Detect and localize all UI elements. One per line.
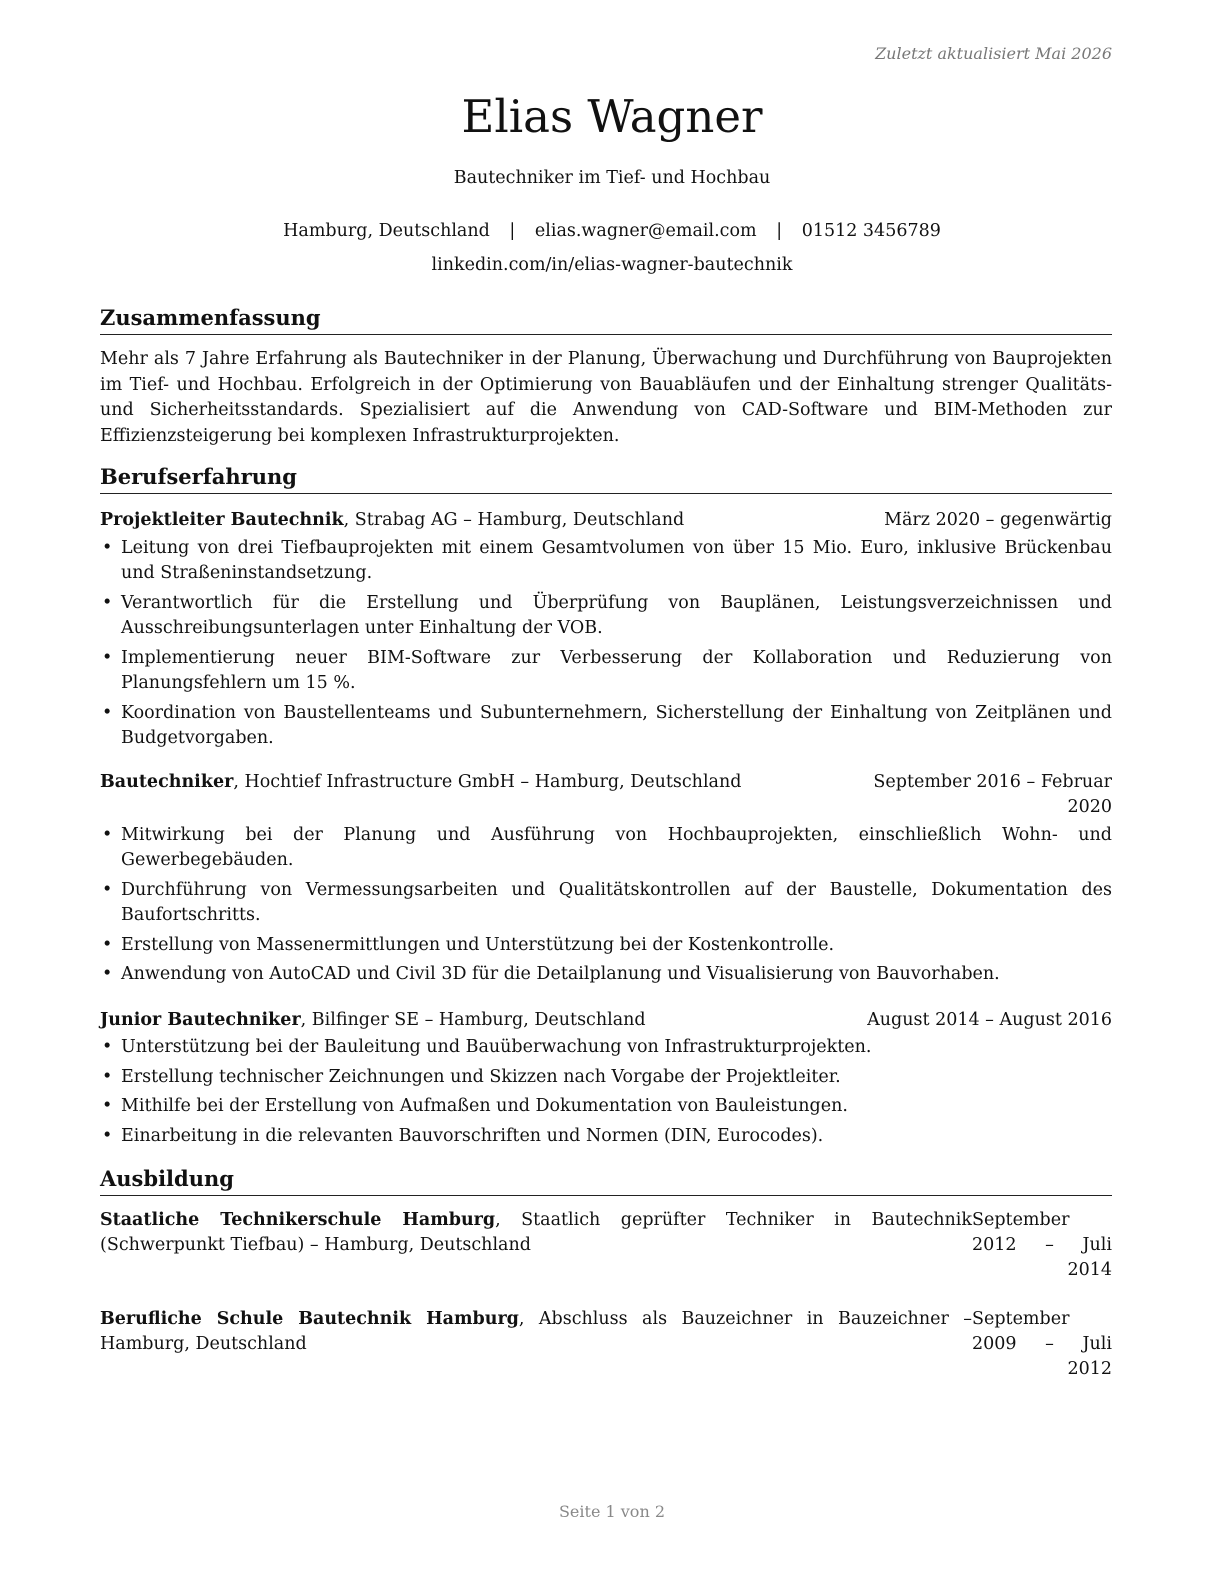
contact-location: Hamburg, Deutschland — [283, 221, 490, 241]
bullet-icon: • — [102, 964, 113, 984]
bullet-icon: • — [102, 647, 113, 668]
job-header — [100, 508, 1112, 534]
job-org: , Hochtief Infrastructure GmbH – Hamburg, Deutschland — [233, 771, 742, 792]
list-item: • Leitung von drei Tiefbauprojekten mit einem Gesamtvolumen von über 15 Mio. Euro, inklusive Brückenbau und Straßeninstandsetzung. — [102, 537, 1112, 583]
bullet-icon: • — [102, 592, 113, 613]
bullet-icon: • — [102, 702, 113, 723]
bullet-icon: • — [102, 537, 113, 558]
job-header — [100, 770, 1112, 821]
list-item: • Durchführung von Vermessungsarbeiten und Qualitätskontrollen auf der Baustelle, Dokumentation des Baufortschritts. — [102, 879, 1112, 925]
job-role: Junior Bautechniker — [100, 1009, 301, 1030]
job-org: , Bilfinger SE – Hamburg, Deutschland — [300, 1009, 646, 1030]
job-role: Bautechniker — [100, 771, 234, 792]
list-item: • Verantwortlich für die Erstellung und Überprüfung von Bauplänen, Leistungsverzeichnissen und Ausschreibungsunterlagen unter Einhaltung der VOB. — [102, 592, 1112, 638]
bullet-icon: • — [102, 1096, 113, 1116]
candidate-title: Bautechniker im Tief- und Hochbau — [453, 168, 771, 188]
bullet-icon: • — [102, 934, 113, 955]
job-bullets — [100, 536, 1112, 752]
education-school: Staatliche Technikerschule Hamburg — [100, 1210, 496, 1230]
summary-text: Mehr als 7 Jahre Erfahrung als Bautechniker in der Planung, Überwachung und Durchführung von Bauprojekten im Tief- und Hochbau. Erfolgreich in der Optimierung von Bauabläufen und der Einhaltung strenger Qualitäts- und Sicherheitsstandards. Spezialisiert auf die Anwendung von CAD-Software und BIM-Methoden zur Effizienzsteigerung bei komplexen Infrastrukturprojekten. — [100, 349, 1112, 446]
summary-heading: Zusammenfassung — [100, 304, 1112, 335]
contact-phone: 01512 3456789 — [801, 221, 941, 241]
list-item: • Unterstützung bei der Bauleitung und Bauüberwachung von Infrastrukturprojekten. — [100, 1035, 1112, 1061]
job-bullets — [100, 823, 1112, 988]
contact-separator: | — [776, 221, 783, 241]
bullet-icon: • — [102, 1037, 113, 1057]
list-item: • Mithilfe bei der Erstellung von Aufmaßen und Dokumentation von Bauleistungen. — [100, 1094, 1112, 1120]
job-entry — [100, 508, 1112, 752]
job-entry — [100, 770, 1112, 988]
experience-heading: Berufserfahrung — [100, 463, 1112, 494]
education-detail: , Staatlich geprüfter Techniker in Bautechnik (Schwerpunkt Tiefbau) – Hamburg, Deutschland — [100, 1210, 972, 1255]
job-header — [100, 1008, 1112, 1034]
job-bullets — [100, 1035, 1112, 1149]
education-school: Berufliche Schule Bautechnik Hamburg — [100, 1309, 519, 1329]
list-item: • Anwendung von AutoCAD und Civil 3D für die Detailplanung und Visualisierung von Bauvorhaben. — [100, 962, 1112, 988]
last-updated-note: Zuletzt aktualisiert Mai 2026 — [875, 44, 1112, 63]
contact-email[interactable]: elias.wagner@email.com — [534, 221, 757, 241]
bullet-icon: • — [102, 879, 113, 900]
bullet-icon: • — [102, 1125, 113, 1146]
list-item: • Erstellung technischer Zeichnungen und Skizzen nach Vorgabe der Projektleiter. — [100, 1065, 1112, 1091]
job-role: Projektleiter Bautechnik — [100, 510, 344, 530]
list-item: • Mitwirkung bei der Planung und Ausführung von Hochbauprojekten, einschließlich Wohn- und Gewerbegebäuden. — [102, 824, 1112, 870]
education-heading: Ausbildung — [100, 1165, 1112, 1196]
contact-separator: | — [509, 221, 516, 241]
page-number: Seite 1 von 2 — [558, 1502, 666, 1521]
list-item: • Koordination von Baustellenteams und Subunternehmern, Sicherstellung der Einhaltung von Zeitplänen und Budgetvorgaben. — [102, 702, 1112, 748]
list-item: • Erstellung von Massenermittlungen und Unterstützung bei der Kostenkontrolle. — [100, 933, 1112, 959]
list-item: • Implementierung neuer BIM-Software zur Verbesserung der Kollaboration und Reduzierung von Planungsfehlern um 15 %. — [102, 647, 1112, 693]
bullet-icon: • — [102, 824, 113, 845]
education-entry — [100, 1307, 1112, 1382]
job-dates: September 2016 – Februar 2020 — [873, 771, 1112, 817]
list-item: • Einarbeitung in die relevanten Bauvorschriften und Normen (DIN, Eurocodes). — [100, 1124, 1112, 1150]
contact-line — [0, 221, 1224, 241]
resume-content — [100, 304, 1112, 1382]
job-dates: August 2014 – August 2016 — [867, 1009, 1112, 1030]
education-dates: September 2009 – Juli 2012 — [972, 1309, 1112, 1379]
linkedin-link[interactable]: linkedin.com/in/elias-wagner-bautechnik — [431, 255, 793, 275]
job-org: , Strabag AG – Hamburg, Deutschland — [343, 510, 685, 530]
candidate-name: Elias Wagner — [461, 90, 763, 143]
job-entry — [100, 1008, 1112, 1150]
job-dates: März 2020 – gegenwärtig — [884, 510, 1112, 530]
bullet-icon: • — [102, 1066, 113, 1087]
education-dates: September 2012 – Juli 2014 — [972, 1210, 1112, 1280]
education-entry — [100, 1208, 1112, 1283]
education-detail: , Abschluss als Bauzeichner in Bauzeichner – Hamburg, Deutschland — [100, 1309, 972, 1354]
